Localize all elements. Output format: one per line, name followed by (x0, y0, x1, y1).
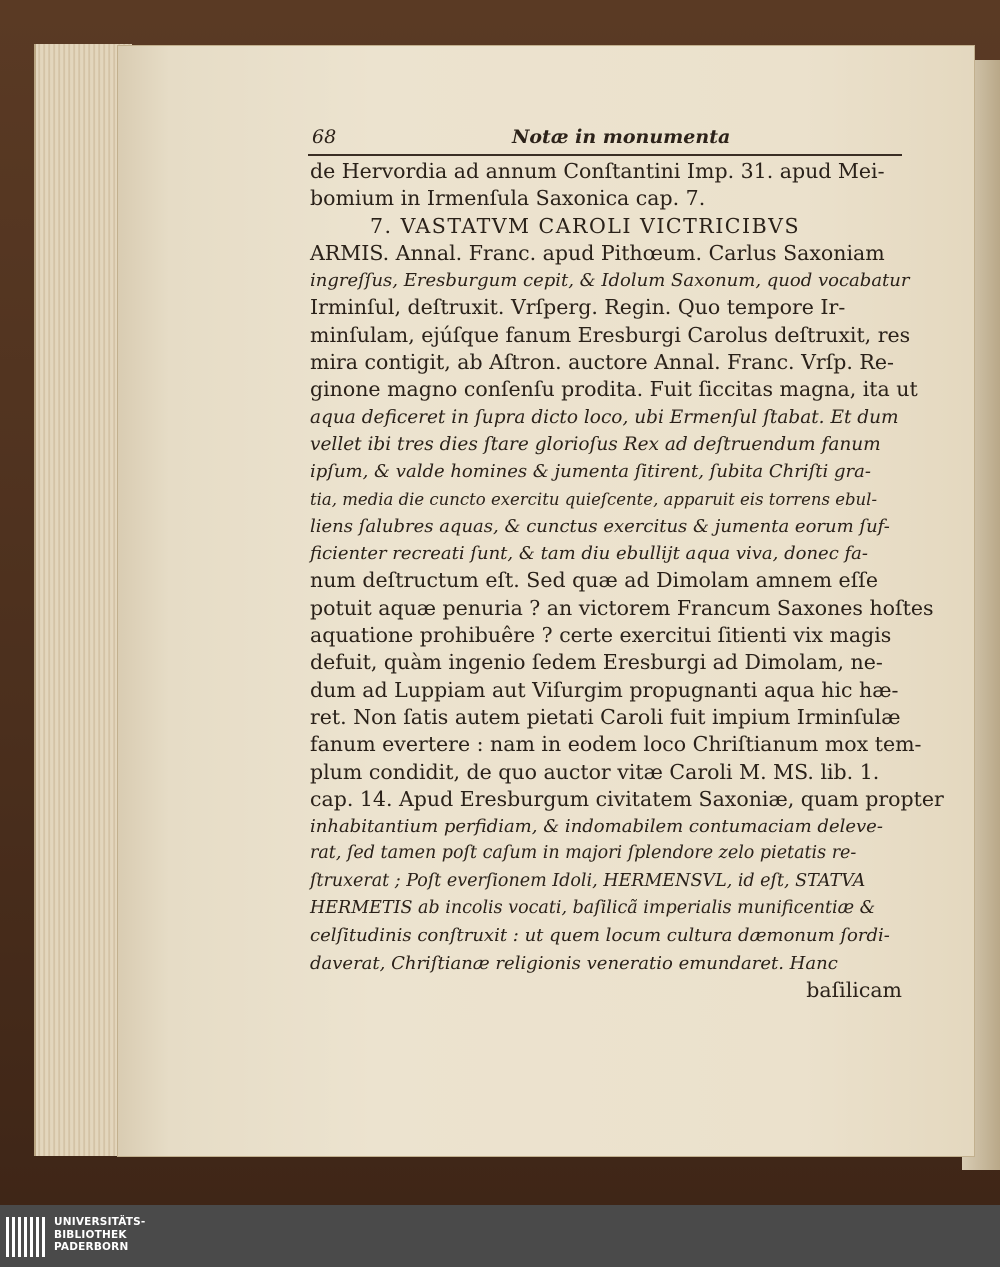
text-line: ipſum, & valde homines & jumenta ſitirent, ſubita Chriſti gra- (310, 461, 871, 483)
running-head: Notæ in monumenta (512, 126, 731, 148)
text-line: inhabitantium perfidiam, & indomabilem contumaciam deleve- (310, 816, 883, 838)
catchword: baſilicam (806, 977, 902, 1002)
text-line: aqua deficeret in ſupra dicto loco, ubi Ermenſul ſtabat. Et dum (310, 406, 899, 428)
text-line: HERMETIS ab incolis vocati, baſilicã imperialis munificentiæ & (310, 898, 876, 919)
text-line: dum ad Luppiam aut Viſurgim propugnanti aqua hic hæ- (310, 677, 899, 702)
text-line: minſulam, ejúſque fanum Eresburgi Carolus deſtruxit, res (310, 322, 911, 347)
library-logo-icon (6, 1217, 46, 1257)
text-line: liens ſalubres aquas, & cunctus exercitus & jumenta eorum ſuf- (310, 515, 890, 537)
text-line: aquatione prohibuêre ? certe exercitui ſitienti vix magis (310, 623, 892, 648)
text-line: ARMIS. Annal. Franc. apud Pithœum. Carlus Saxoniam (310, 240, 885, 265)
page-number: 68 (312, 126, 337, 148)
text-line: ginone magno conſenſu prodita. Fuit ſiccitas magna, ita ut (310, 377, 918, 402)
text-line: fanum evertere : nam in eodem loco Chriſtianum mox tem- (310, 732, 922, 757)
text-line: de Hervordia ad annum Conſtantini Imp. 31. apud Mei- (310, 159, 885, 183)
text-line: rat, ſed tamen poſt caſum in majori ſplendore zelo pietatis re- (310, 843, 857, 864)
text-line: defuit, quàm ingenio ſedem Eresburgi ad Dimolam, ne- (310, 650, 883, 675)
library-footer (0, 1205, 1000, 1267)
header-rule (308, 154, 902, 156)
text-line: daverat, Chriſtianæ religionis veneratio emundaret. Hanc (310, 952, 838, 974)
text-line: Irminſul, deſtruxit. Vrſperg. Regin. Quo tempore Ir- (310, 295, 846, 320)
text-line: vellet ibi tres dies ſtare glorioſus Rex ad deſtruendum fanum (310, 433, 881, 455)
text-line: plum condidit, de quo auctor vitæ Caroli M. MS. lib. 1. (310, 759, 880, 784)
text-line: ſtruxerat ; Poſt everſionem Idoli, HERMENSVL, id eſt, STATVA (310, 870, 866, 891)
logo-line: UNIVERSITÄTS- (54, 1216, 146, 1228)
text-line: ingreſſus, Eresburgum cepit, & Idolum Saxonum, quod vocabatur (310, 270, 910, 292)
body-text (310, 158, 944, 1004)
text-line: bomium in Irmenſula Saxonica cap. 7. (310, 186, 706, 211)
logo-line: BIBLIOTHEK (54, 1228, 127, 1241)
text-line: potuit aquæ penuria ? an victorem Francum Saxones hoſtes (310, 595, 934, 620)
logo-line: PADERBORN (54, 1241, 129, 1253)
text-line: cap. 14. Apud Eresburgum civitatem Saxoniæ, quam propter (310, 786, 944, 811)
text-line: ficienter recreati ſunt, & tam diu ebullijt aqua viva, donec fa- (310, 543, 868, 565)
section-heading-line: 7. VASTATVM CAROLI VICTRICIBVS (370, 213, 801, 238)
text-line: mira contigit, ab Aſtron. auctore Annal. Franc. Vrſp. Re- (310, 350, 894, 375)
library-logo-text (54, 1216, 145, 1254)
page-header (312, 126, 900, 156)
text-line: ret. Non ſatis autem pietati Caroli fuit impium Irminſulæ (310, 704, 901, 729)
text-line: num deſtructum eſt. Sed quæ ad Dimolam amnem eſſe (310, 568, 878, 593)
text-line: tia, media die cuncto exercitu quieſcente, apparuit eis torrens ebul- (310, 489, 878, 509)
text-line: celſitudinis conſtruxit : ut quem locum cultura dæmonum ſordi- (310, 925, 890, 947)
